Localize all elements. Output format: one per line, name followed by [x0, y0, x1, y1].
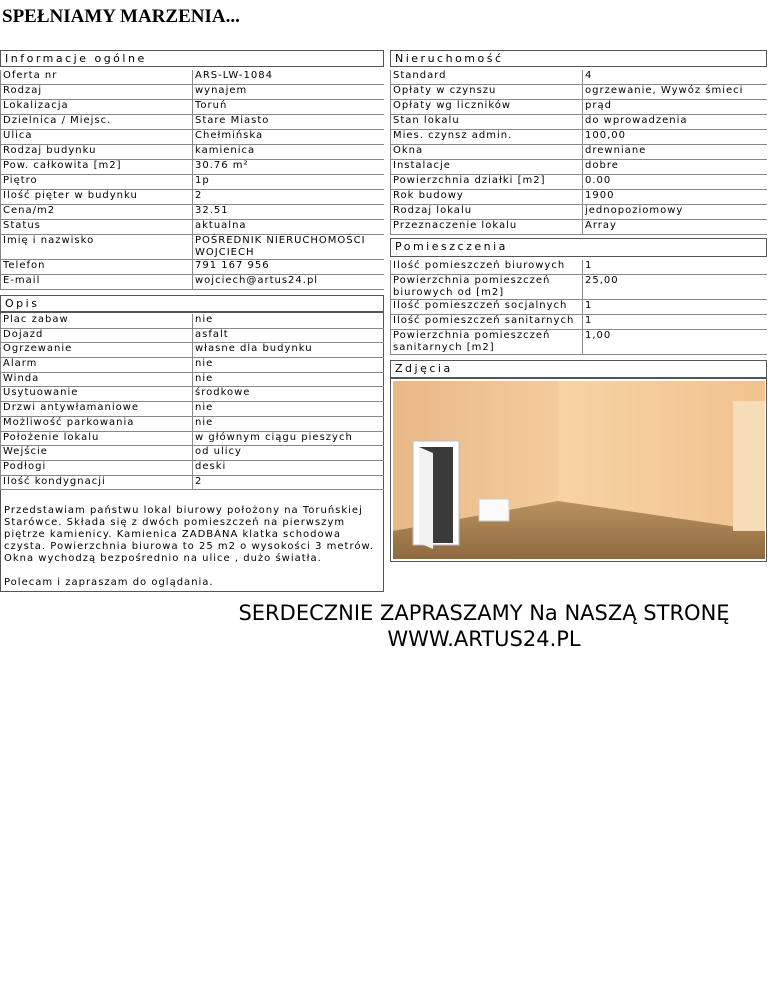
- field-value: 1: [582, 315, 767, 330]
- field-label: Powierzchnia pomieszczeń sanitarnych [m2]: [390, 330, 582, 355]
- table-row: [390, 300, 767, 315]
- table-row: [0, 220, 384, 235]
- table-row: [0, 275, 384, 290]
- field-label: Rodzaj: [0, 85, 192, 100]
- field-value: Chełmińska: [192, 130, 384, 145]
- field-value: 791 167 956: [192, 260, 384, 275]
- field-value: aktualna: [192, 220, 384, 235]
- field-label: Ogrzewanie: [0, 343, 192, 358]
- table-row: [0, 432, 384, 447]
- field-value: w głównym ciągu pieszych: [192, 432, 384, 447]
- table-row: [0, 461, 384, 476]
- general-info-table: [0, 70, 384, 290]
- field-label: Powierzchnia pomieszczeń biurowych od [m2]: [390, 275, 582, 300]
- field-label: Piętro: [0, 175, 192, 190]
- table-row: [0, 417, 384, 432]
- field-value: wynajem: [192, 85, 384, 100]
- description-text-block: [4, 505, 384, 589]
- field-value: Toruń: [192, 100, 384, 115]
- field-value: ARS-LW-1084: [192, 70, 384, 85]
- table-row: [0, 70, 384, 85]
- field-value: 100,00: [582, 130, 767, 145]
- field-label: E-mail: [0, 275, 192, 290]
- table-row: [0, 160, 384, 175]
- table-row: [0, 343, 384, 358]
- promo-website[interactable]: WWW.ARTUS24.PL: [387, 627, 581, 651]
- field-value: 2: [192, 190, 384, 205]
- field-label: Ilość pomieszczeń socjalnych: [390, 300, 582, 315]
- table-row: [390, 275, 767, 300]
- field-label: Podłogi: [0, 461, 192, 476]
- field-value: 1p: [192, 175, 384, 190]
- property-photo[interactable]: [393, 381, 765, 559]
- field-value: 0.00: [582, 175, 767, 190]
- field-label: Położenie lokalu: [0, 432, 192, 447]
- field-label: Rok budowy: [390, 190, 582, 205]
- field-value: Stare Miasto: [192, 115, 384, 130]
- field-label: Oferta nr: [0, 70, 192, 85]
- field-label: Plac zabaw: [0, 314, 192, 329]
- table-row: [390, 145, 767, 160]
- field-label: Instalacje: [390, 160, 582, 175]
- table-row: [0, 190, 384, 205]
- field-value: prąd: [582, 100, 767, 115]
- promo-line-1: SERDECZNIE ZAPRASZAMY Na NASZĄ STRONĘ: [238, 601, 730, 625]
- field-label: Opłaty wg liczników: [390, 100, 582, 115]
- table-row: [0, 314, 384, 329]
- table-row: [0, 115, 384, 130]
- table-row: [390, 330, 767, 355]
- table-row: [390, 100, 767, 115]
- field-value: 32.51: [192, 205, 384, 220]
- field-value: kamienica: [192, 145, 384, 160]
- promo-block: [196, 600, 768, 652]
- field-value: nie: [192, 358, 384, 373]
- table-row: [0, 358, 384, 373]
- field-label: Mies. czynsz admin.: [390, 130, 582, 145]
- field-value: jednopoziomowy: [582, 205, 767, 220]
- field-label: Pow. całkowita [m2]: [0, 160, 192, 175]
- field-value: asfalt: [192, 329, 384, 344]
- section-header-photos: Zdjęcia: [390, 360, 767, 378]
- table-row: [390, 260, 767, 275]
- description-text: Przedstawiam państwu lokal biurowy położony na Toruńskiej Starówce. Składa się z dwóch pomieszczeń na pierwszym piętrze kamienicy. Kamienica ZADBANA klatka schodowa czysta. Powierzchnia biurowa to 25 m2 o wysokości 3 metrów. Okna wychodzą bezpośrednio na ulice , dużo światła.: [4, 505, 374, 564]
- table-row: [0, 100, 384, 115]
- table-row: [390, 160, 767, 175]
- field-label: Opłaty w czynszu: [390, 85, 582, 100]
- table-row: [0, 402, 384, 417]
- field-value: 1: [582, 300, 767, 315]
- table-row: [0, 175, 384, 190]
- section-header-general: Informacje ogólne: [0, 50, 384, 67]
- field-value: 1,00: [582, 330, 767, 355]
- field-label: Ilość pomieszczeń biurowych: [390, 260, 582, 275]
- field-label: Stan lokalu: [390, 115, 582, 130]
- field-value: ogrzewanie, Wywóz śmieci: [582, 85, 767, 100]
- table-row: [0, 130, 384, 145]
- section-header-rooms: Pomieszczenia: [390, 238, 767, 257]
- table-row: [0, 446, 384, 461]
- table-row: [0, 235, 384, 260]
- table-row: [0, 205, 384, 220]
- photo-door-leaf: [419, 447, 433, 549]
- field-value: Array: [582, 220, 767, 235]
- field-label: Powierzchnia działki [m2]: [390, 175, 582, 190]
- table-row: [0, 387, 384, 402]
- rooms-table: [390, 260, 767, 355]
- table-row: [390, 220, 767, 235]
- table-row: [0, 476, 384, 491]
- field-value: dobre: [582, 160, 767, 175]
- field-label: Usytuowanie: [0, 387, 192, 402]
- field-label: Alarm: [0, 358, 192, 373]
- field-label: Wejście: [0, 446, 192, 461]
- section-header-property: Nieruchomość: [390, 50, 767, 67]
- table-row: [0, 260, 384, 275]
- field-value: nie: [192, 373, 384, 388]
- field-value: do wprowadzenia: [582, 115, 767, 130]
- field-label: Rodzaj lokalu: [390, 205, 582, 220]
- field-value: wojciech@artus24.pl: [192, 275, 384, 290]
- page-title: SPEŁNIAMY MARZENIA...: [2, 6, 240, 27]
- field-value: 1900: [582, 190, 767, 205]
- field-label: Winda: [0, 373, 192, 388]
- field-value: 4: [582, 70, 767, 85]
- field-label: Ilość pomieszczeń sanitarnych: [390, 315, 582, 330]
- field-value: POŚREDNIK NIERUCHOMOŚCI WOJCIECH: [192, 235, 384, 260]
- table-row: [390, 70, 767, 85]
- field-label: Telefon: [0, 260, 192, 275]
- field-value: od ulicy: [192, 446, 384, 461]
- description-closing: Polecam i zapraszam do oglądania.: [4, 577, 214, 588]
- table-row: [390, 130, 767, 145]
- table-row: [390, 190, 767, 205]
- field-label: Status: [0, 220, 192, 235]
- field-value: nie: [192, 402, 384, 417]
- field-label: Lokalizacja: [0, 100, 192, 115]
- field-label: Rodzaj budynku: [0, 145, 192, 160]
- field-label: Przeznaczenie lokalu: [390, 220, 582, 235]
- field-label: Standard: [390, 70, 582, 85]
- description-table: [0, 314, 384, 490]
- table-row: [0, 373, 384, 388]
- table-row: [0, 85, 384, 100]
- photo-radiator: [479, 499, 509, 521]
- field-value: deski: [192, 461, 384, 476]
- field-label: Ulica: [0, 130, 192, 145]
- field-value: 2: [192, 476, 384, 491]
- field-value: drewniane: [582, 145, 767, 160]
- section-header-description: Opis: [0, 295, 384, 312]
- field-value: 30.76 m²: [192, 160, 384, 175]
- field-label: Możliwość parkowania: [0, 417, 192, 432]
- field-label: Ilość pięter w budynku: [0, 190, 192, 205]
- field-label: Dzielnica / Miejsc.: [0, 115, 192, 130]
- table-row: [390, 85, 767, 100]
- field-label: Dojazd: [0, 329, 192, 344]
- property-table: [390, 70, 767, 235]
- field-value: nie: [192, 417, 384, 432]
- field-label: Drzwi antywłamaniowe: [0, 402, 192, 417]
- field-value: środkowe: [192, 387, 384, 402]
- table-row: [0, 145, 384, 160]
- field-label: Okna: [390, 145, 582, 160]
- table-row: [0, 329, 384, 344]
- field-value: 25,00: [582, 275, 767, 300]
- field-value: 1: [582, 260, 767, 275]
- table-row: [390, 205, 767, 220]
- photo-window-light: [733, 401, 765, 531]
- field-value: własne dla budynku: [192, 343, 384, 358]
- table-row: [390, 115, 767, 130]
- field-label: Imię i nazwisko: [0, 235, 192, 260]
- table-row: [390, 315, 767, 330]
- table-row: [390, 175, 767, 190]
- field-label: Ilość kondygnacji: [0, 476, 192, 491]
- field-label: Cena/m2: [0, 205, 192, 220]
- field-value: nie: [192, 314, 384, 329]
